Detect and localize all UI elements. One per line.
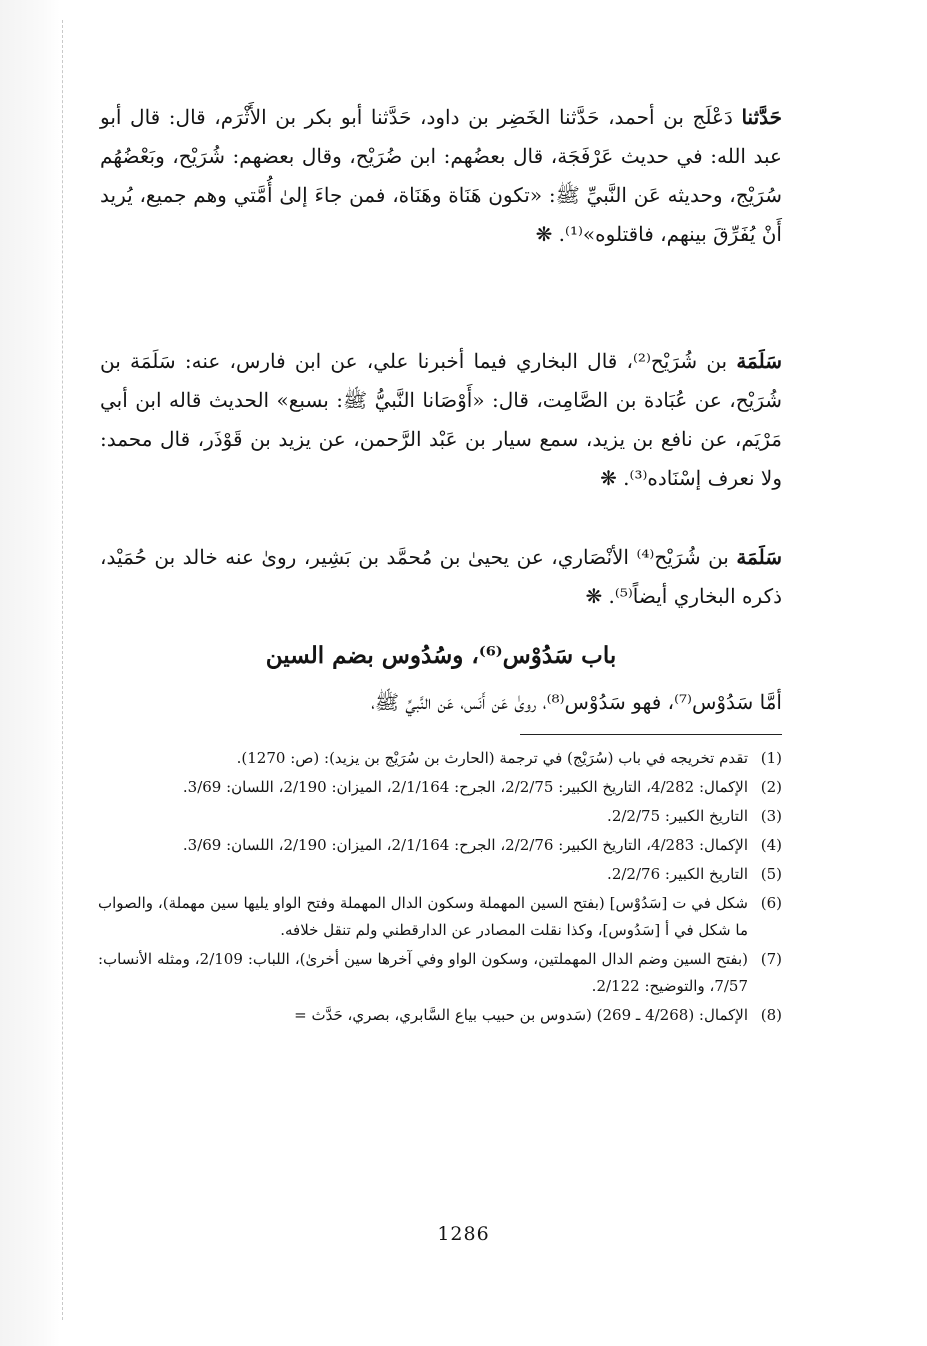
footnote-text: التاريخ الكبير: 2/2/75. bbox=[607, 807, 748, 825]
footnote-number: (5) bbox=[760, 865, 782, 883]
footnote-separator bbox=[520, 734, 782, 735]
footnote-text: الإكمال: (4/268 ـ 269) (سَدوس بن حبيب بياع السَّابري، بصري، حَدَّث = bbox=[294, 1006, 748, 1024]
footnote-number: (6) bbox=[760, 894, 782, 912]
page-margin bbox=[0, 0, 60, 1346]
footnote-6 bbox=[98, 890, 782, 944]
entry-text: دَعْلَج بن أحمد، حَدَّثنا الخَضِر بن داود، حَدَّثنا أبو بكر بن الأَثْرَم، قال: قال أبو عبد الله: في حديث عَرْفَجَة، قال بعضُهم: ابن ضُرَيْح، وقال بعضهم: شُرَيْح، وبَعْضُهُم سُرَيْج، وحديثه عَن النَّبيِّ ﷺ: «تكون هَنَاة وهَنَاة، فمن جاءَ إلىٰ أُمَّتي وهم جميع، يُريد أَنْ يُفَرِّقَ بينهم، فاقتلوه»⁽¹⁾. ❋ bbox=[100, 105, 782, 246]
footnote-number: (8) bbox=[760, 1006, 782, 1024]
footnote-text: شكل في ت [سَدُوْس] (بفتح السين المهملة وسكون الدال المهملة وفتح الواو يليها سين مهملة)، والصواب ما شكل في أ [سَدُوس]، وكذا نقلت المصادر عن الدارقطني ولم تنقل خلافه. bbox=[98, 894, 748, 939]
entry-lead-word: سَلَمَة bbox=[736, 545, 783, 569]
footnote-text: التاريخ الكبير: 2/2/76. bbox=[607, 865, 748, 883]
entry-salama-1 bbox=[100, 342, 782, 498]
entry-daalaj bbox=[100, 98, 782, 254]
footnote-5 bbox=[98, 861, 782, 888]
section-heading: باب سَدُوْس⁽⁶⁾، وسُدُوس بضم السين bbox=[265, 642, 617, 669]
footnote-number: (2) bbox=[760, 778, 782, 796]
footnote-text: الإكمال: 4/282، التاريخ الكبير: 2/2/75، الجرح: 2/1/164، الميزان: 2/190، اللسان: 3/69. bbox=[182, 778, 748, 796]
footnote-text: (بفتح السين وضم الدال المهملتين، وسكون الواو وفي آخرها سين أخرىٰ)، اللباب: 2/109، ومثله الأنساب: 7/57، والتوضيح: 2/122. bbox=[98, 950, 749, 995]
footnote-text: تقدم تخريجه في باب (سُرَيْج) في ترجمة (الحارث بن سُرَيْج بن يزيد): (ص: 1270). bbox=[236, 749, 748, 767]
page-number: 1286 bbox=[437, 1223, 490, 1245]
footnote-2 bbox=[98, 774, 782, 801]
footnote-number: (3) bbox=[760, 807, 782, 825]
entry-lead-word: حَدَّثنا bbox=[741, 105, 782, 129]
footnotes bbox=[98, 745, 782, 1031]
fold-line bbox=[62, 20, 63, 1320]
footnote-8 bbox=[98, 1002, 782, 1029]
section-intro: أمَّا سَدُوْس⁽⁷⁾، فهو سَدُوْس⁽⁸⁾، روىٰ عَن أَنَس، عَن النَّبيِّ ﷺ، bbox=[371, 690, 782, 714]
entry-text: بن شُرَيْح⁽⁴⁾ الأنْصَاري، عن يحيىٰ بن مُحمَّد بن بَشِير، روىٰ عنه خالد بن حُمَيْد، ذكره البخاري أيضاً⁽⁵⁾. ❋ bbox=[100, 545, 782, 608]
footnote-number: (4) bbox=[760, 836, 782, 854]
footnote-3 bbox=[98, 803, 782, 830]
footnote-7 bbox=[98, 946, 782, 1000]
footnote-number: (1) bbox=[760, 749, 782, 767]
footnote-1 bbox=[98, 745, 782, 772]
entry-text: بن شُرَيْح⁽²⁾، قال البخاري فيما أخبرنا علي، عن ابن فارس، عنه: سَلَمَة بن شُرَيْح، عن عُبَادة بن الصَّامِت، قال: «أَوْصَانا النَّبيُّ ﷺ: بسبع» الحديث قاله ابن أبي مَرْيَم، عن نافع بن يزيد، سمع سيار بن عَبْد الرَّحمن، عن يزيد بن قَوْذَر، قال محمد: ولا نعرف إسْنَاده⁽³⁾. ❋ bbox=[100, 349, 782, 490]
entry-lead-word: سَلَمَة bbox=[736, 349, 782, 373]
footnote-text: الإكمال: 4/283، التاريخ الكبير: 2/2/76، الجرح: 2/1/164، الميزان: 2/190، اللسان: 3/69. bbox=[182, 836, 748, 854]
footnote-number: (7) bbox=[760, 950, 782, 968]
footnote-4 bbox=[98, 832, 782, 859]
entry-salama-2 bbox=[100, 538, 782, 616]
